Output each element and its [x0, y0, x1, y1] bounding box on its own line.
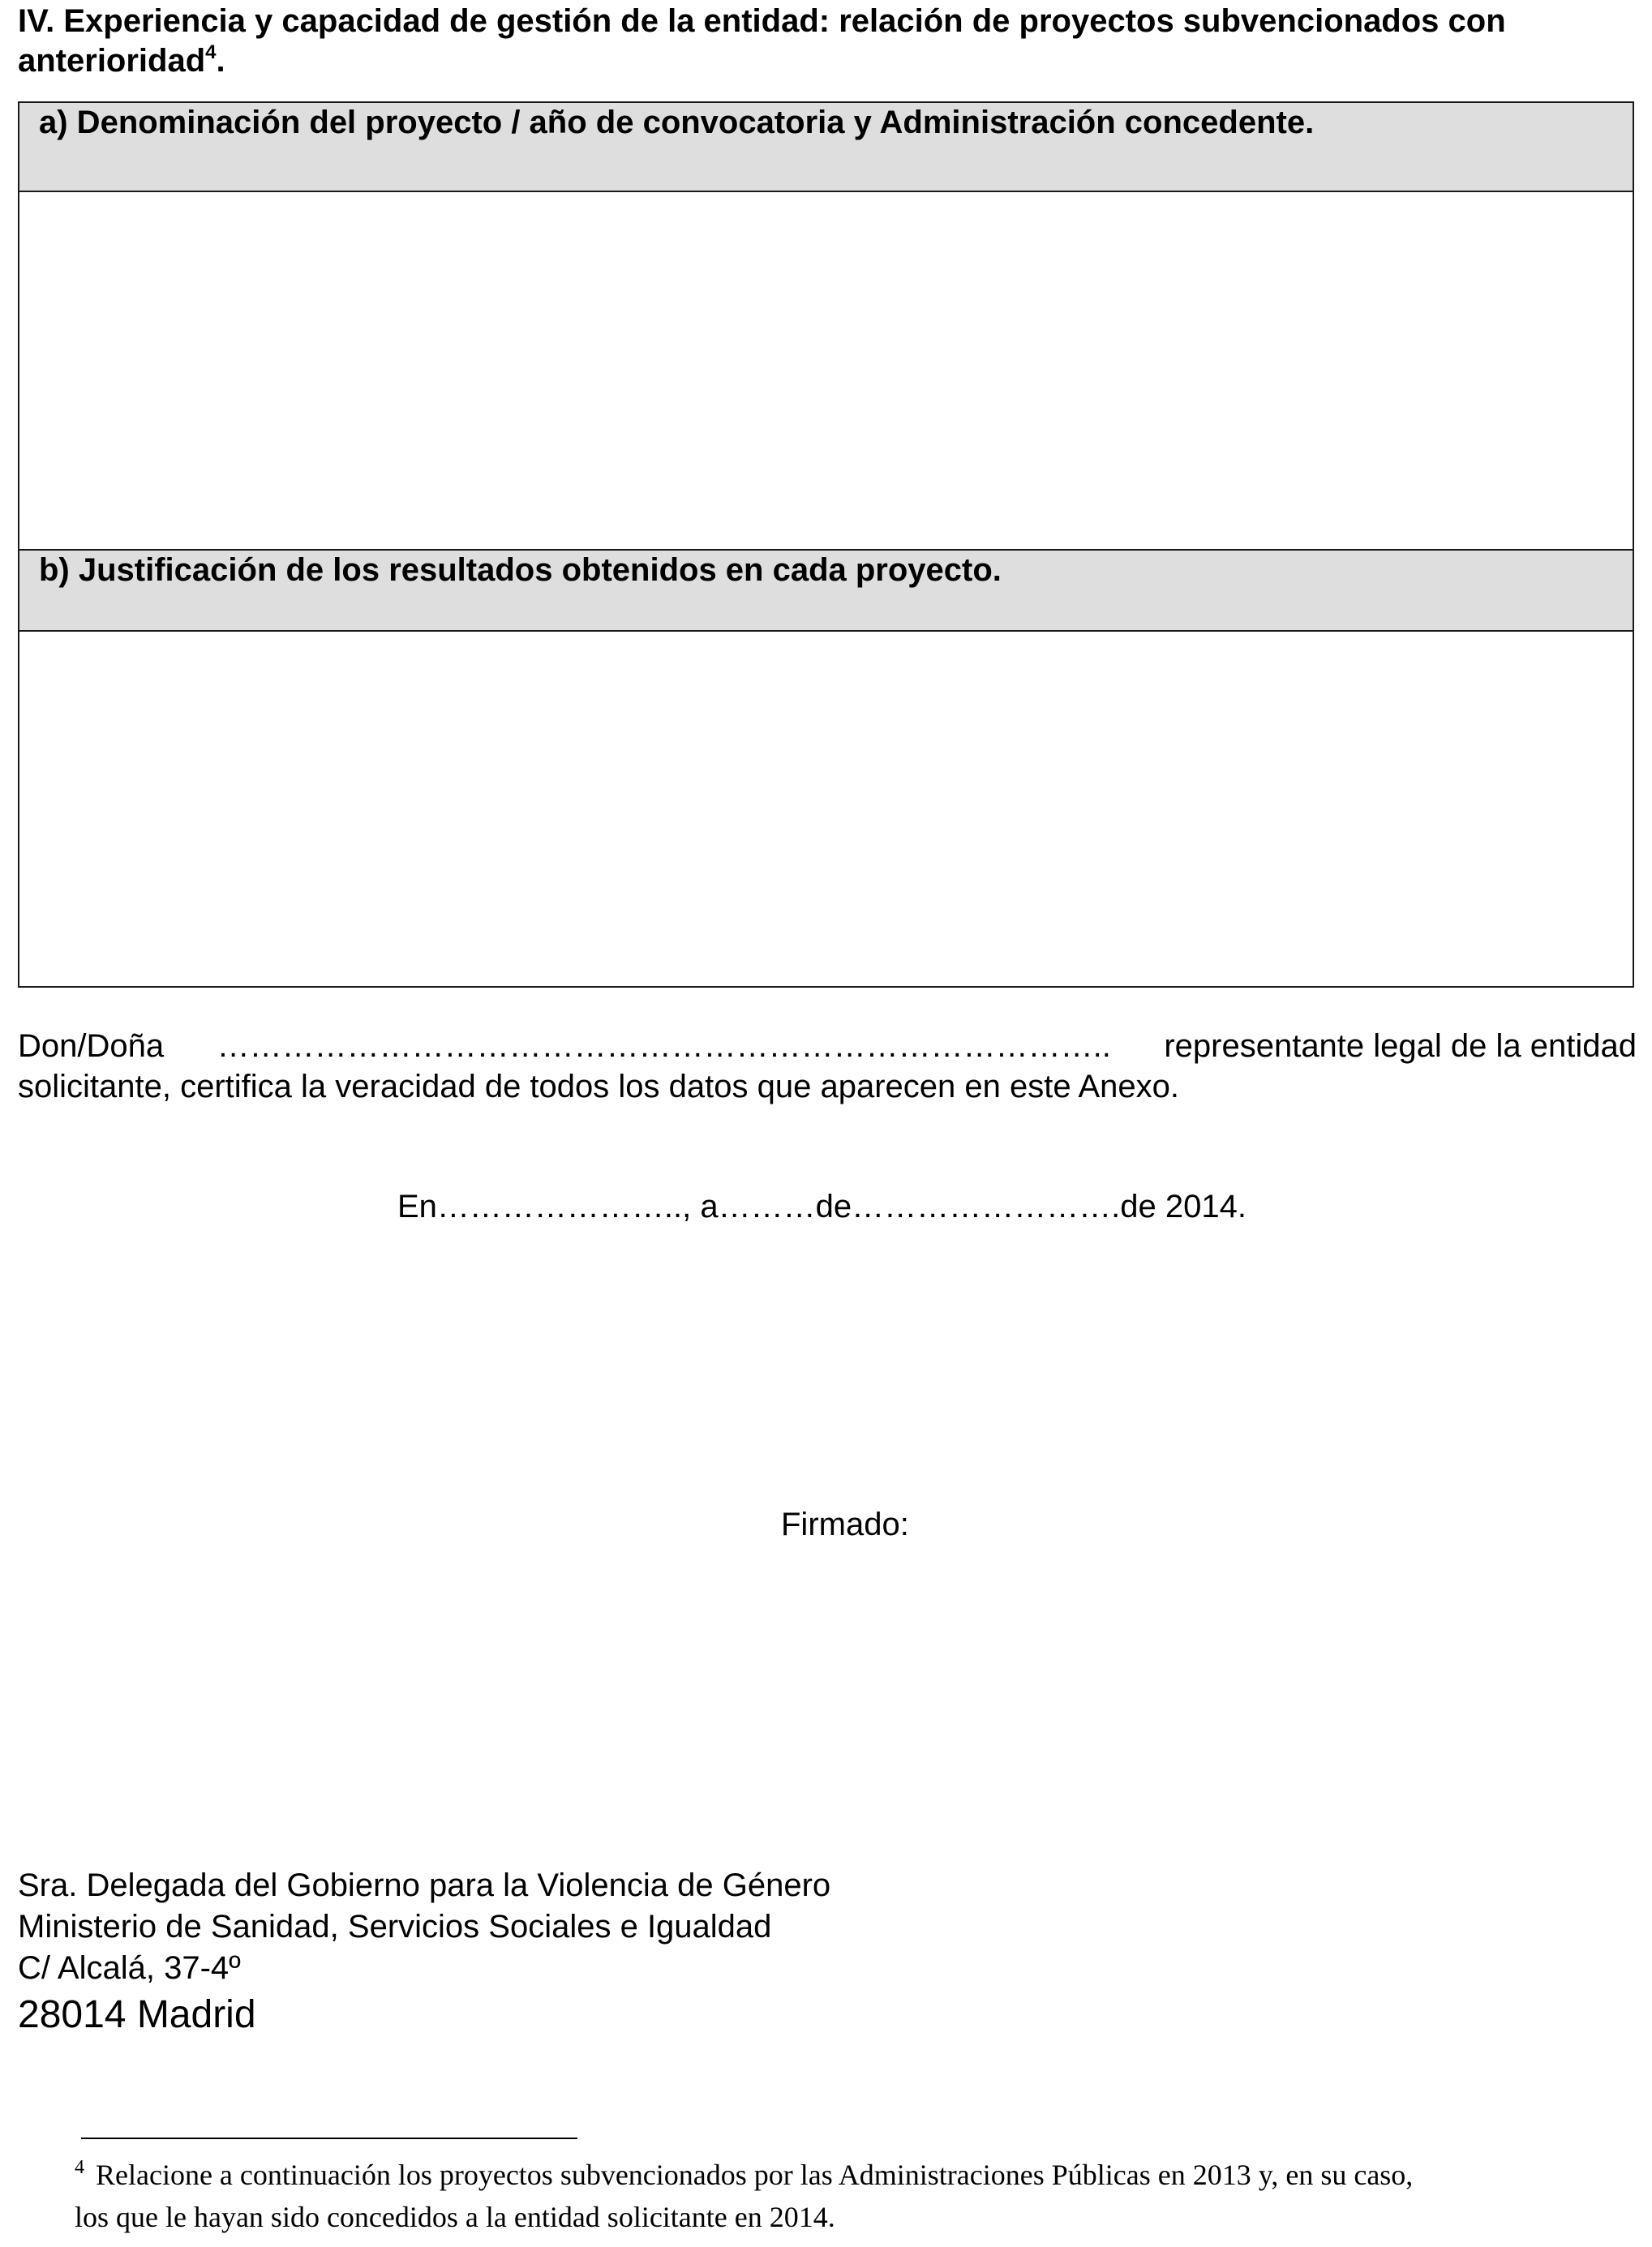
footnote: [75, 2154, 1453, 2238]
footnote-text: Relacione a continuación los proyectos subvencionados por las Administraciones Públicas en 2013 y, en su caso, los que le hayan sido concedidos a la entidad solicitante en 2014.: [75, 2159, 1414, 2233]
section-title: [18, 2, 1607, 81]
certification-line-1-end: representante legal de la entidad: [1164, 1028, 1637, 1064]
addressee-line-2: Ministerio de Sanidad, Servicios Sociales e Igualdad: [18, 1909, 772, 1945]
certification-line-2: solicitante, certifica la veracidad de todos los datos que aparecen en este Anexo.: [18, 1069, 1180, 1104]
addressee-line-3: C/ Alcalá, 37-4º: [18, 1950, 241, 1986]
certification-line-1: [18, 1026, 1637, 1066]
section-title-text: IV. Experiencia y capacidad de gestión de la entidad: relación de proyectos subvencionados con anterioridad: [18, 3, 1506, 79]
results-justification-field[interactable]: [19, 632, 1633, 986]
signature-label: Firmado:: [781, 1507, 909, 1542]
representative-name-blank[interactable]: ………………………………………………………………………..: [217, 1028, 1111, 1064]
footnote-ref[interactable]: 4: [205, 41, 217, 63]
addressee-line-1: Sra. Delegada del Gobierno para la Violencia de Género: [18, 1867, 831, 1903]
place-date-line[interactable]: En………………….., a………de…………………….de 2014.: [397, 1189, 1247, 1224]
footnote-divider: [81, 2138, 577, 2139]
certification-statement: [18, 1026, 1637, 1107]
projects-form-box: [18, 101, 1634, 988]
addressee-city: 28014 Madrid: [18, 1993, 256, 2036]
header-project-name: a) Denominación del proyecto / año de convocatoria y Administración concedente.: [19, 103, 1633, 192]
project-name-field[interactable]: [19, 192, 1633, 549]
addressee-block: [18, 1865, 830, 2041]
header-results-justification: b) Justificación de los resultados obtenidos en cada proyecto.: [19, 549, 1633, 632]
section-title-end: .: [216, 43, 225, 79]
footnote-number: 4: [75, 2157, 84, 2178]
certification-lead: Don/Doña: [18, 1028, 165, 1064]
